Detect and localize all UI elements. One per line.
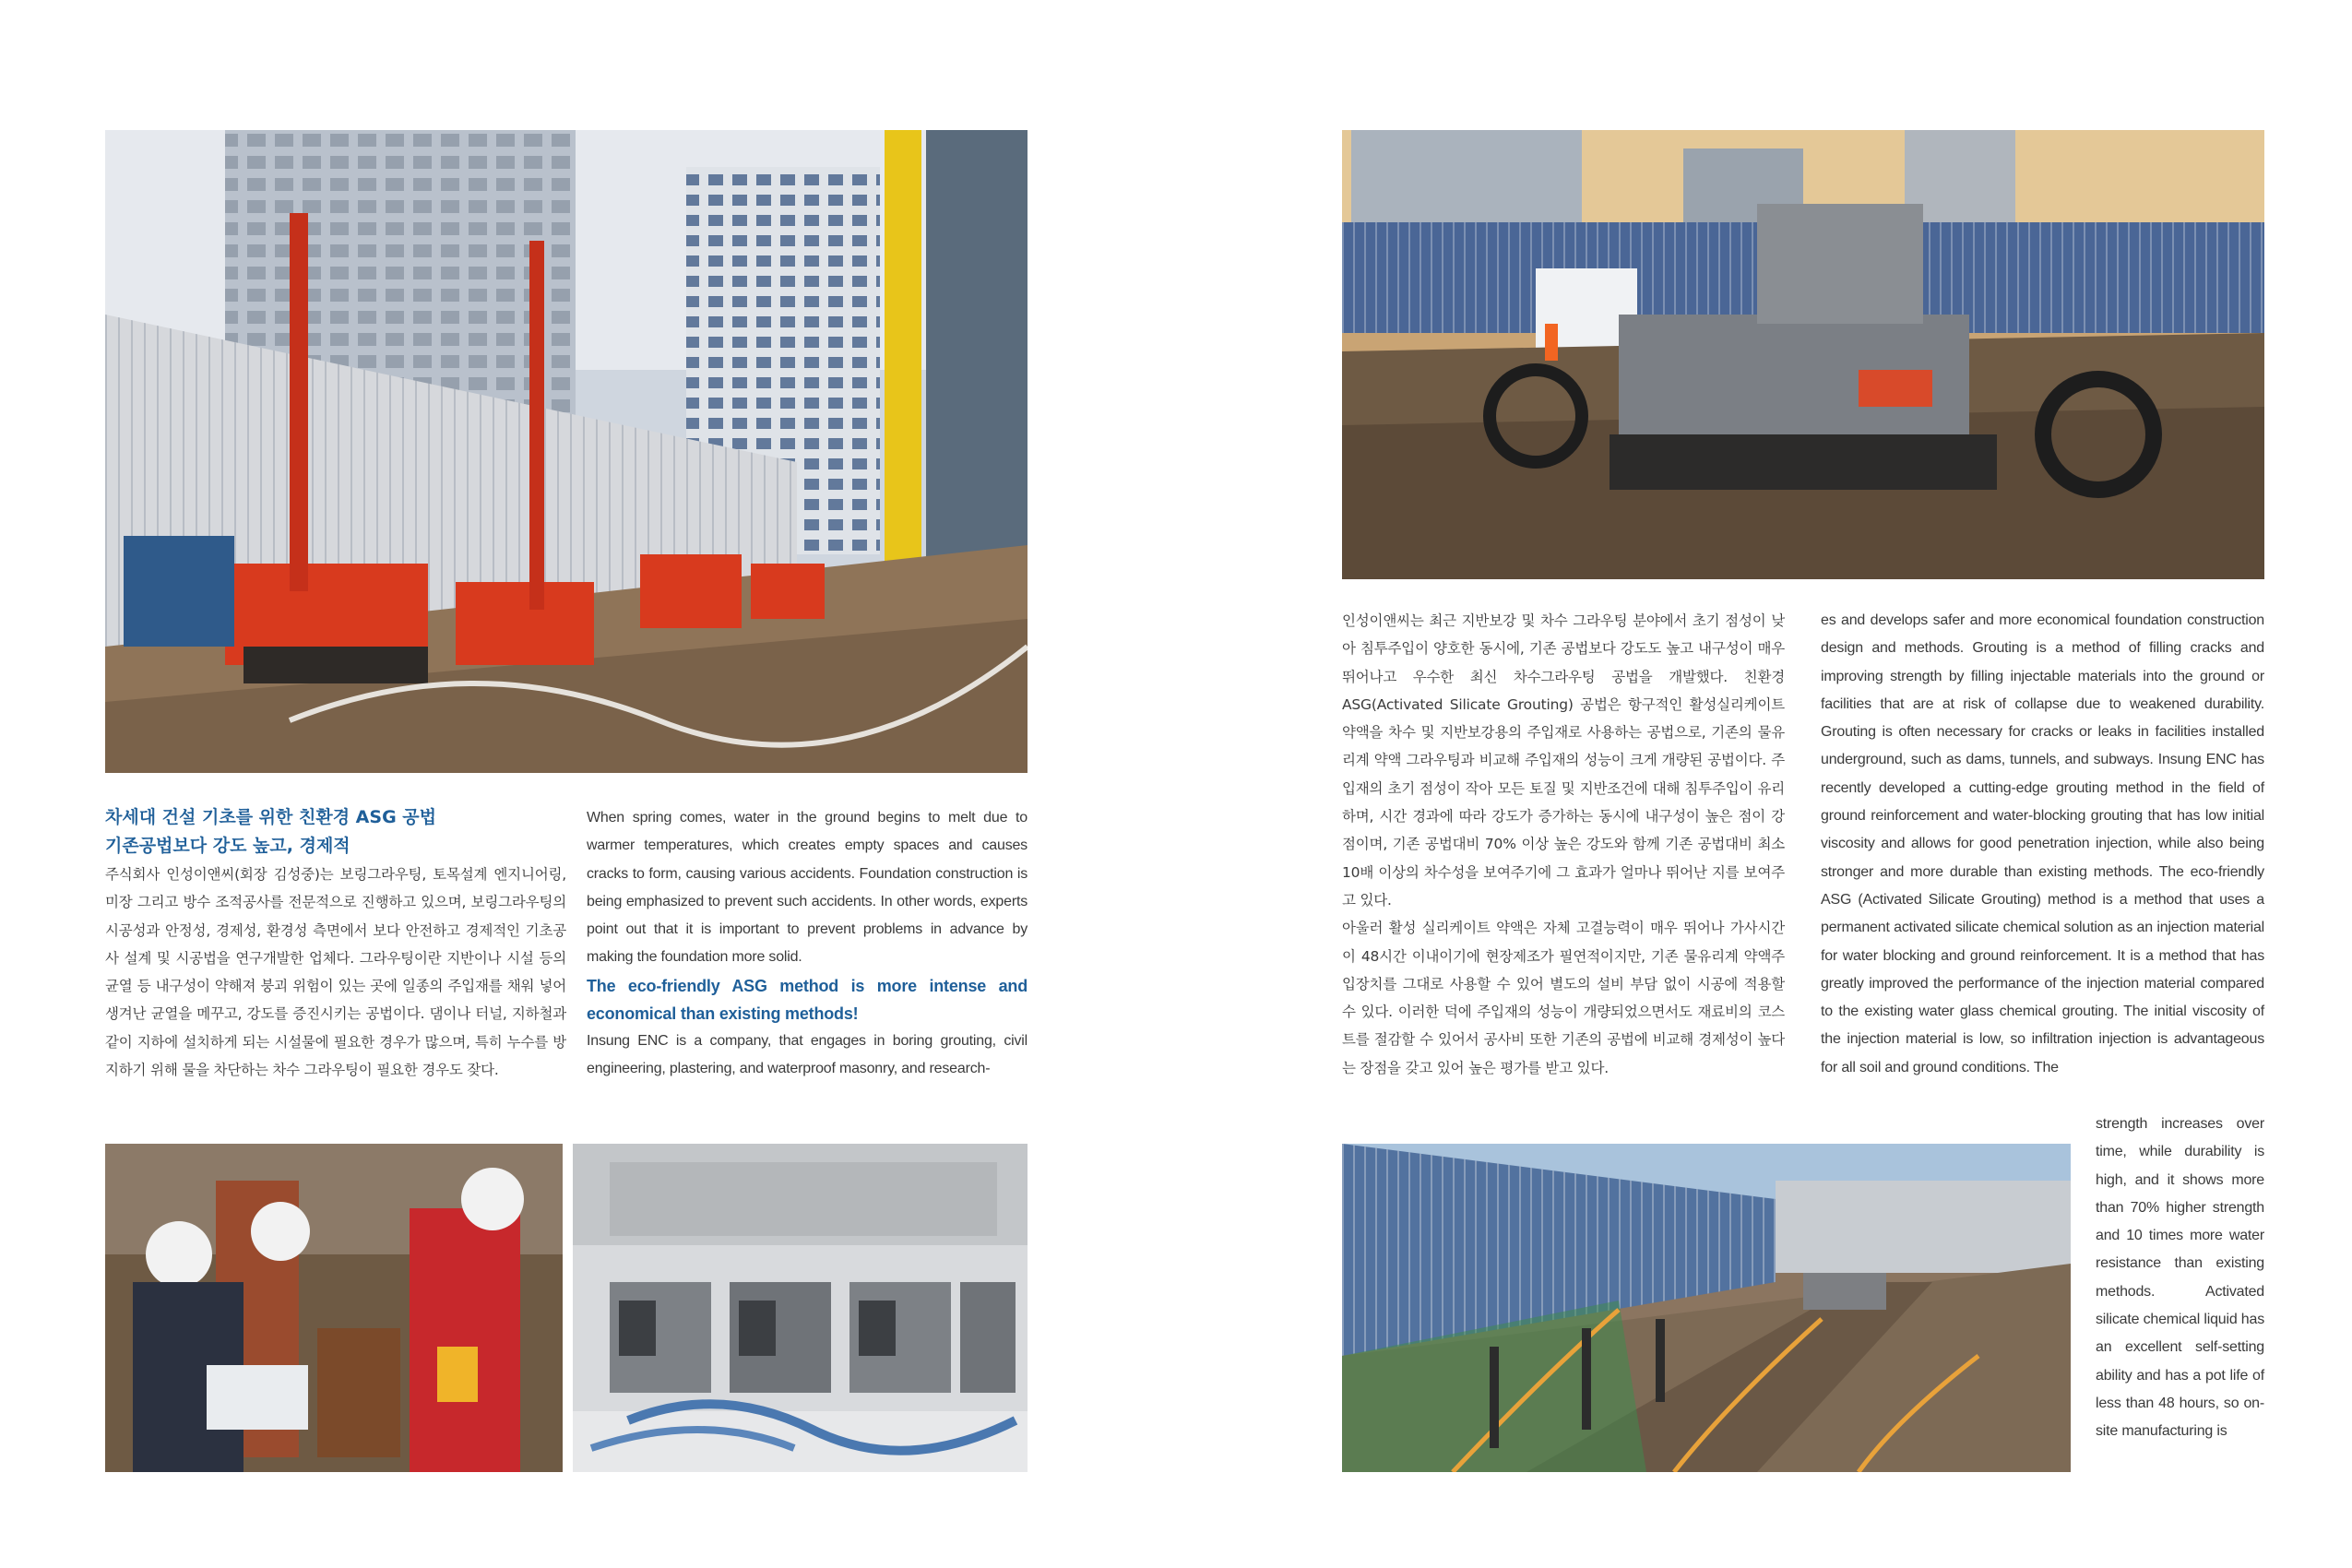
drilling-rigs-photo: [105, 130, 1028, 773]
english-body-start: Insung ENC is a company, that engages in boring grouting, civil engineering, plastering, and waterproof masonry, and research-: [587, 1032, 1028, 1077]
english-intro: When spring comes, water in the ground begins to melt due to warmer temperatures, which creates empty spaces and causes cracks to form, causing various accidents. Foundation construction is being emphasized to prevent such accidents. In other words, experts point out that it is important to prevent problems in advance by making the foundation more solid.: [587, 810, 1028, 966]
workers-inspection-photo: [105, 1144, 563, 1472]
pump-equipment-photo: [573, 1144, 1028, 1472]
korean-body-right-2: 아울러 활성 실리케이트 약액은 자체 고결능력이 매우 뛰어나 가사시간이 48시간 이내이기에 현장제조가 필연적이지만, 기존 물유리계 약액주입장치를 그대로 사용할 수 있어 별도의 설비 부담 없이 시공에 적용할 수 있다. 이러한 덕에 주입재의 성능이 개량되었으면서도 재료비의 코스트를 절감할 수 있어서 공사비 또한 기존의 공법에 비교해 경제성이 높다는 장점을 갖고 있어 높은 평가를 받고 있다.: [1342, 920, 1785, 1076]
korean-heading-line1: 차세대 건설 기초를 위한 친환경 ASG 공법: [105, 807, 436, 827]
korean-body-right-1: 인성이앤씨는 최근 지반보강 및 차수 그라우팅 분야에서 초기 점성이 낮아 침투주입이 양호한 동시에, 기존 공법보다 강도도 높고 내구성이 매우 뛰어나고 우수한 최신 차수그라우팅 공법을 개발했다. 친환경ASG(Activated Silicate Grouting) 공법은 항구적인 활성실리케이트 약액을 차수 및 지반보강용의 주입재로 사용하는 공법으로, 기존의 물유리계 약액 그라우팅과 비교해 주입재의 성능이 크게 개량된 공법이다. 주입재의 초기 점성이 작아 모든 토질 및 지반조건에 대해 침투주입이 유리하며, 시간 경과에 따라 강도가 증가하는 동시에 내구성이 높은 점이 강점이며, 기존 공법대비 70% 이상 높은 강도와 함께 기존 공법대비 최소 10배 이상의 차수성을 보여주기에 그 효과가 얼마나 뛰어난 지를 보여주고 있다.: [1342, 612, 1785, 909]
english-heading: The eco-friendly ASG method is more intense and economical than existing methods!: [587, 976, 1028, 1023]
english-body-narrow: strength increases over time, while durability is high, and it shows more than 70% higher strength and 10 times more water resistance than existing methods. Activated silicate chemical liquid has an excellent self-setting ability and has a pot life of less than 48 hours, so on-site manufacturing is: [2096, 1116, 2264, 1440]
korean-heading-line2: 기존공법보다 강도 높고, 경제적: [105, 836, 350, 856]
crawler-injection-unit-photo: [1342, 130, 2264, 579]
english-body-continued: es and develops safer and more economical foundation construction design and methods. Grouting is a method of filling cracks and improving strength by filling injectable materials into the ground or facilities that are at risk of collapse due to weakened durability. Grouting is often necessary for cracks or leaks in facilities installed underground, such as dams, tunnels, and subways. Insung ENC has recently developed a cutting-edge grouting method in the field of ground reinforcement and water-blocking grouting that has low initial viscosity and allows for good penetration injection, while also being stronger and more durable than existing methods. The eco-friendly ASG (Activated Silicate Grouting) method is a method that uses a permanent activated silicate chemical solution as an injection material for water blocking and ground reinforcement. It is a method that has greatly improved the performance of the injection material compared to the existing water glass chemical grouting. The initial viscosity of the injection material is low, so infiltration injection is advantageous for all soil and ground conditions. The: [1821, 612, 2264, 1075]
korean-body-left: 주식회사 인성이앤씨(회장 김성중)는 보링그라우팅, 토목설계 엔지니어링, 미장 그리고 방수 조적공사를 전문적으로 진행하고 있으며, 보링그라우팅의 시공성과 안정성, 경제성, 환경성 측면에서 보다 안전하고 경제적인 기초공사 설계 및 시공법을 연구개발한 업체다. 그라우팅이란 지반이나 시설 등의 균열 등 내구성이 약해져 붕괴 위험이 있는 곳에 일종의 주입재를 채워 넣어 생겨난 균열을 메꾸고, 강도를 증진시키는 공법이다. 댐이나 터널, 지하철과 같이 지하에 설치하게 되는 시설물에 필요한 경우가 많으며, 특히 누수를 방지하기 위해 물을 차단하는 차수 그라우팅이 필요한 경우도 잦다.: [105, 866, 566, 1079]
grouting-site-photo: [1342, 1144, 2071, 1472]
